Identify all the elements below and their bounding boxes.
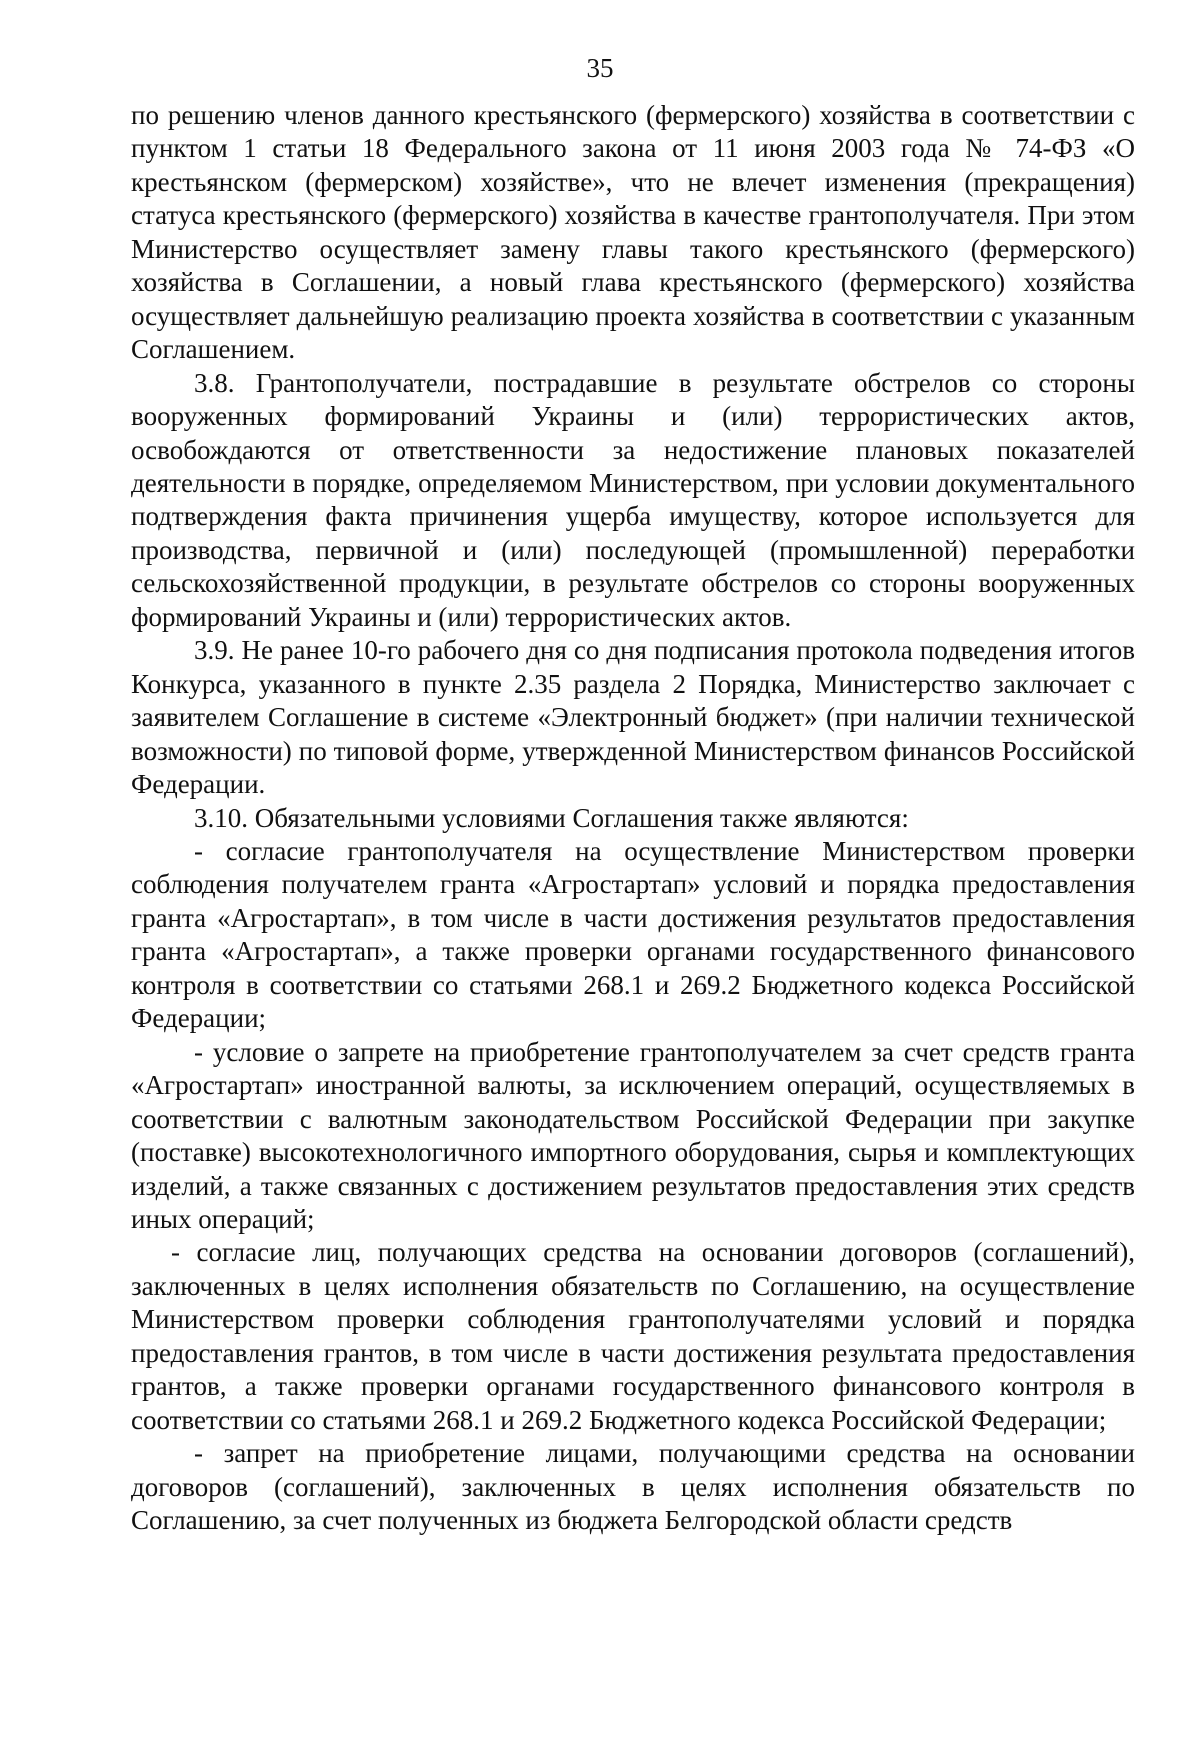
list-item-purchase-ban: - запрет на приобретение лицами, получающими средства на основании договоров (соглашений), заключенных в целях исполнения обязательств по Соглашению, за счет полученных из бюджета Белгородской области средств bbox=[131, 1438, 1135, 1536]
list-item-currency-ban: - условие о запрете на приобретение грантополучателем за счет средств гранта «Агростартап» иностранной валюты, за исключением операций, осуществляемых в соответствии с валютным законодательством Российской Федерации при закупке (поставке) высокотехнологичного импортного оборудования, сырья и комплектующих изделий, а также связанных с достижением результатов предоставления этих средств иных операций; bbox=[131, 1036, 1135, 1234]
paragraph-3-8: 3.8. Грантополучатели, пострадавшие в результате обстрелов со стороны вооруженных формирований Украины и (или) террористических актов, освобождаются от ответственности за недостижение плановых показателей деятельности в порядке, определяемом Министерством, при условии документального подтверждения факта причинения ущерба имуществу, которое используется для производства, первичной и (или) последующей (промышленной) переработки сельскохозяйственной продукции, в результате обстрелов со стороны вооруженных формирований Украины и (или) террористических актов. bbox=[131, 367, 1135, 632]
document-body bbox=[131, 99, 1135, 1537]
paragraph-3-10: 3.10. Обязательными условиями Соглашения также являются: bbox=[194, 802, 909, 833]
paragraph-3-9: 3.9. Не ранее 10-го рабочего дня со дня подписания протокола подведения итогов Конкурса, указанного в пункте 2.35 раздела 2 Порядка, Министерство заключает с заявителем Соглашение в системе «Электронный бюджет» (при наличии технической возможности) по типовой форме, утвержденной Министерством финансов Российской Федерации. bbox=[131, 635, 1135, 800]
list-item-consent-grantee: - согласие грантополучателя на осуществление Министерством проверки соблюдения получателем гранта «Агростартап» условий и порядка предоставления гранта «Агростартап», в том числе в части достижения результатов предоставления гранта «Агростартап», а также проверки органами государственного финансового контроля в соответствии со статьями 268.1 и 269.2 Бюджетного кодекса Российской Федерации; bbox=[131, 835, 1135, 1034]
paragraph-continuation: по решению членов данного крестьянского (фермерского) хозяйства в соответствии с пунктом 1 статьи 18 Федерального закона от 11 июня 2003 года № 74-ФЗ «О крестьянском (фермерском) хозяйстве», что не влечет изменения (прекращения) статуса крестьянского (фермерского) хозяйства в качестве грантополучателя. При этом Министерство осуществляет замену главы такого крестьянского (фермерского) хозяйства в Соглашении, а новый глава крестьянского (фермерского) хозяйства осуществляет дальнейшую реализацию проекта хозяйства в соответствии с указанным Соглашением. bbox=[131, 100, 1135, 365]
list-item-consent-recipients: - согласие лиц, получающих средства на основании договоров (соглашений), заключенных в целях исполнения обязательств по Соглашению, на осуществление Министерством проверки соблюдения грантополучателями условий и порядка предоставления грантов, в том числе в части достижения результата предоставления грантов, а также проверки органами государственного финансового контроля в соответствии со статьями 268.1 и 269.2 Бюджетного кодекса Российской Федерации; bbox=[131, 1237, 1135, 1435]
page-number: 35 bbox=[586, 53, 614, 83]
